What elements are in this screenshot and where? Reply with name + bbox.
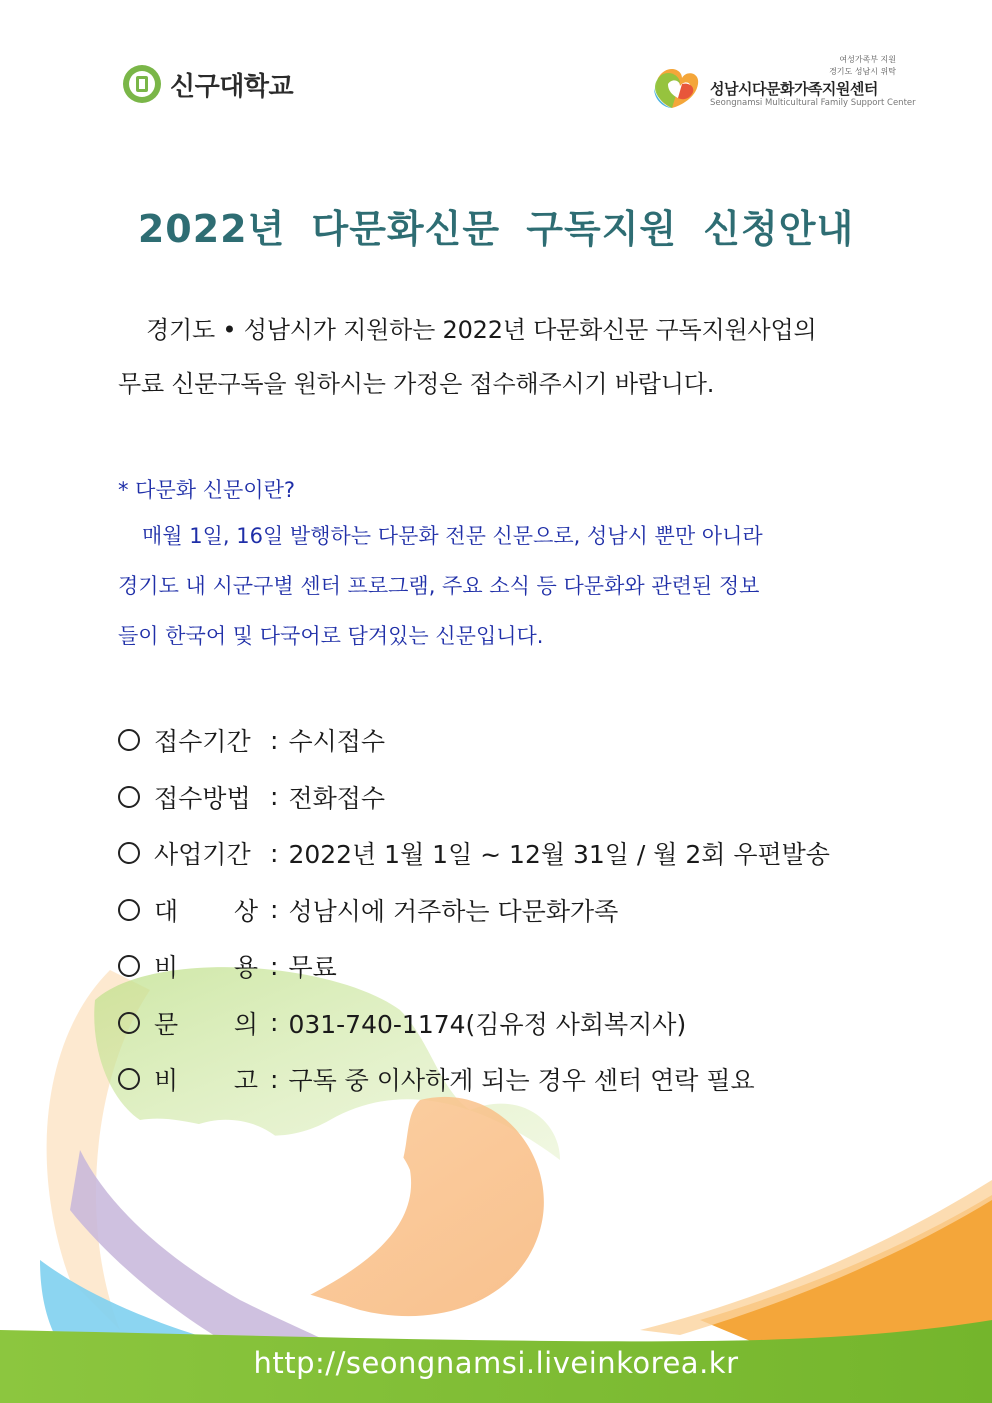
detail-item-target bbox=[118, 882, 830, 939]
info-line-2: 경기도 내 시군구별 센터 프로그램, 주요 소식 등 다문화와 관련된 정보 bbox=[118, 574, 760, 598]
detail-item-project-period bbox=[118, 825, 830, 882]
footer-url[interactable]: http://seongnamsi.liveinkorea.kr bbox=[253, 1346, 739, 1380]
detail-value: 전화접수 bbox=[288, 783, 386, 813]
circle-bullet-icon bbox=[118, 842, 140, 864]
detail-colon: : bbox=[270, 951, 279, 981]
detail-label-part: 용 bbox=[233, 953, 258, 983]
info-heading: * 다문화 신문이란? bbox=[118, 478, 295, 502]
detail-label-part: 고 bbox=[233, 1066, 258, 1096]
detail-list bbox=[118, 712, 830, 1108]
detail-item-inquiry bbox=[118, 995, 830, 1052]
detail-label-part: 비 bbox=[154, 1066, 179, 1096]
circle-bullet-icon bbox=[118, 1068, 140, 1090]
center-name: 성남시다문화가족지원센터 bbox=[710, 80, 878, 98]
detail-value: 031-740-1174(김유정 사회복지사) bbox=[288, 1009, 687, 1039]
info-line-3: 들이 한국어 및 다국어로 담겨있는 신문입니다. bbox=[118, 624, 544, 648]
detail-label: 사업기간 bbox=[154, 840, 251, 870]
detail-label bbox=[154, 1061, 258, 1097]
detail-label: 접수방법 bbox=[154, 783, 251, 813]
detail-value: 성남시에 거주하는 다문화가족 bbox=[288, 896, 619, 926]
detail-colon: : bbox=[270, 838, 279, 868]
detail-value: 수시접수 bbox=[288, 727, 386, 757]
detail-item-method bbox=[118, 769, 830, 826]
university-name: 신구대학교 bbox=[170, 71, 294, 102]
detail-label bbox=[154, 892, 258, 928]
university-emblem-icon bbox=[122, 64, 162, 104]
logo-tagline-1: 여성가족부 지원 bbox=[839, 55, 896, 64]
info-line-1: 매월 1일, 16일 발행하는 다문화 전문 신문으로, 성남시 뿐만 아니라 bbox=[142, 524, 763, 548]
detail-value: 구독 중 이사하게 되는 경우 센터 연락 필요 bbox=[288, 1066, 755, 1096]
detail-label-part: 문 bbox=[154, 1009, 179, 1039]
detail-label-part: 상 bbox=[233, 896, 258, 926]
circle-bullet-icon bbox=[118, 899, 140, 921]
page-title: 2022년 다문화신문 구독지원 신청안내 bbox=[137, 207, 855, 251]
detail-item-note bbox=[118, 1051, 830, 1108]
detail-label: 접수기간 bbox=[154, 727, 251, 757]
detail-colon: : bbox=[270, 1064, 279, 1094]
detail-label-part: 의 bbox=[233, 1009, 258, 1039]
detail-item-period-receive bbox=[118, 712, 830, 769]
center-english-name: Seongnamsi Multicultural Family Support Center bbox=[710, 98, 916, 108]
intro-line-1: 경기도 • 성남시가 지원하는 2022년 다문화신문 구독지원사업의 bbox=[146, 316, 817, 344]
detail-label bbox=[154, 948, 258, 984]
detail-colon: : bbox=[270, 895, 279, 925]
family-center-logo bbox=[652, 54, 916, 114]
detail-label bbox=[154, 1005, 258, 1041]
circle-bullet-icon bbox=[118, 955, 140, 977]
shingu-university-logo bbox=[122, 62, 293, 106]
detail-value: 무료 bbox=[288, 953, 337, 983]
heart-logo-icon bbox=[652, 64, 704, 110]
circle-bullet-icon bbox=[118, 786, 140, 808]
intro-line-2: 무료 신문구독을 원하시는 가정은 접수해주시기 바랍니다. bbox=[118, 370, 715, 398]
circle-bullet-icon bbox=[118, 1012, 140, 1034]
detail-label-part: 비 bbox=[154, 953, 179, 983]
detail-colon: : bbox=[270, 1008, 279, 1038]
detail-colon: : bbox=[270, 725, 279, 755]
circle-bullet-icon bbox=[118, 729, 140, 751]
detail-value: 2022년 1월 1일 ~ 12월 31일 / 월 2회 우편발송 bbox=[288, 840, 830, 870]
detail-colon: : bbox=[270, 782, 279, 812]
logo-tagline-2: 경기도 성남시 위탁 bbox=[829, 67, 896, 76]
detail-label-part: 대 bbox=[154, 896, 179, 926]
detail-item-cost bbox=[118, 938, 830, 995]
